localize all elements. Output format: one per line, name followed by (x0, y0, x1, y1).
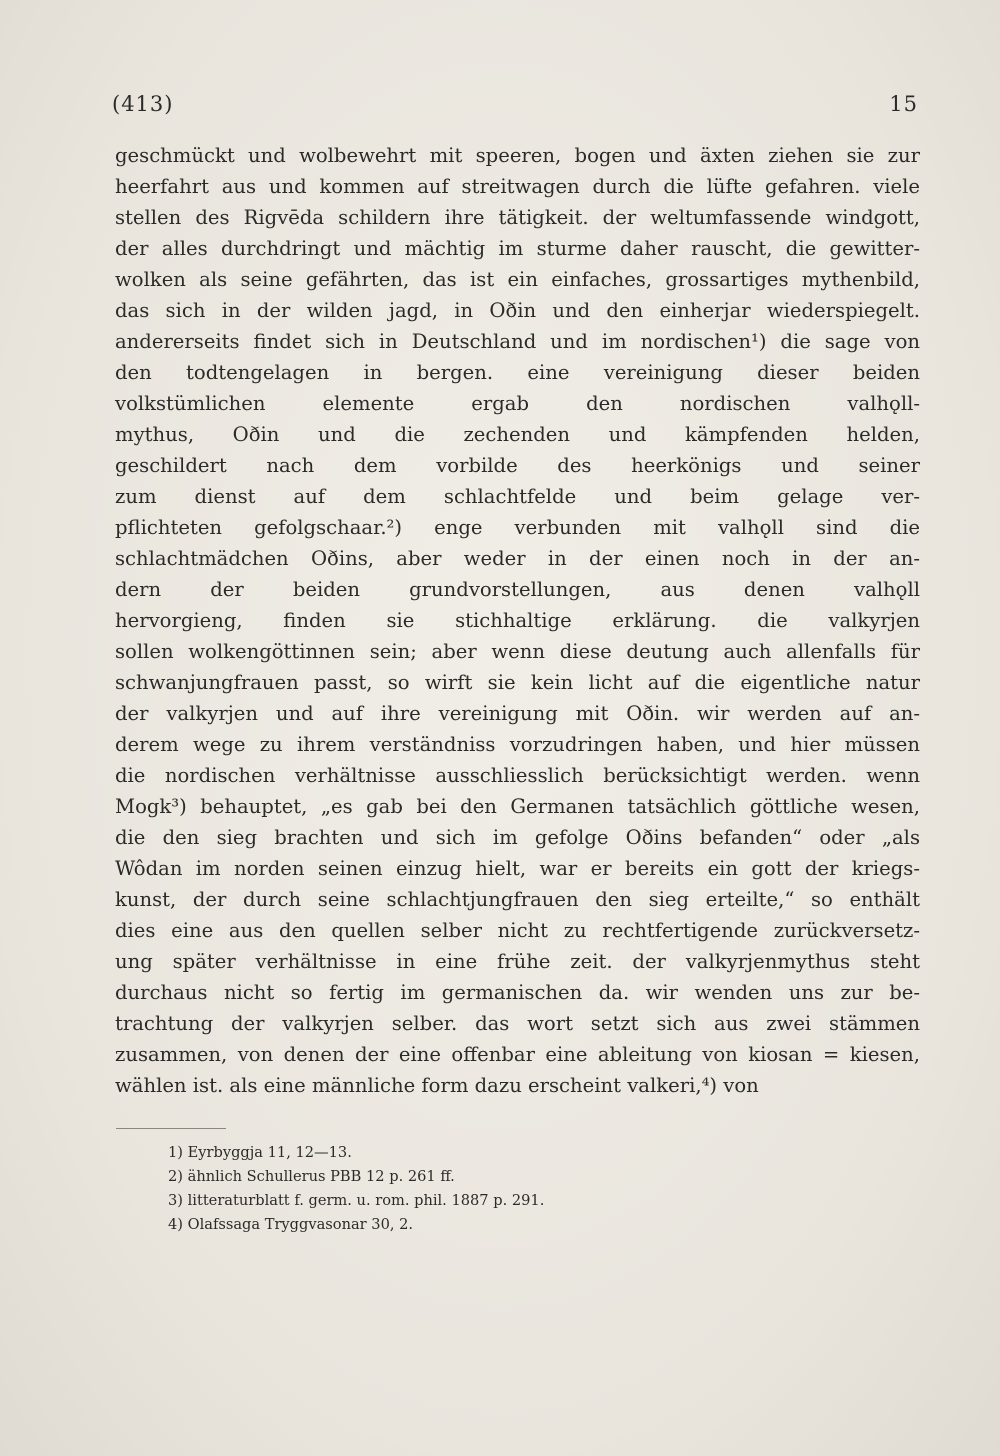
text-line: ung später verhältnisse in eine frühe zeit. der valkyrjenmythus steht (115, 950, 920, 973)
text-line: kunst, der durch seine schlachtjungfrauen den sieg erteilte,“ so enthält (115, 888, 920, 911)
section-number: (413) (112, 92, 174, 116)
text-line: hervorgieng, finden sie stichhaltige erklärung. die valkyrjen (115, 609, 920, 632)
text-line: Mogk³) behauptet, „es gab bei den Germanen tatsächlich göttliche wesen, (115, 795, 920, 818)
footnote: 3) litteraturblatt f. germ. u. rom. phil. 1887 p. 291. (168, 1192, 545, 1209)
text-line: pflichteten gefolgschaar.²) enge verbunden mit valhǫll sind die (115, 516, 920, 539)
page-number: 15 (889, 92, 918, 116)
text-line: wählen ist. als eine männliche form dazu erscheint valkeri,⁴) von (115, 1074, 759, 1097)
text-line: volkstümlichen elemente ergab den nordischen valhǫll- (115, 392, 920, 415)
text-line: schlachtmädchen Oðins, aber weder in der einen noch in der an- (115, 547, 920, 570)
text-line: andererseits findet sich in Deutschland und im nordischen¹) die sage von (115, 330, 920, 353)
footnote: 4) Olafssaga Tryggvasonar 30, 2. (168, 1216, 414, 1233)
body-text (115, 140, 920, 1101)
text-line: die nordischen verhältnisse ausschliesslich berücksichtigt werden. wenn (115, 764, 920, 787)
text-line: dern der beiden grundvorstellungen, aus denen valhǫll (115, 578, 920, 601)
text-line: stellen des Rigvēda schildern ihre tätigkeit. der weltumfassende windgott, (115, 206, 920, 229)
text-line: der alles durchdringt und mächtig im sturme daher rauscht, die gewitter- (115, 237, 920, 260)
text-line: durchaus nicht so fertig im germanischen da. wir wenden uns zur be- (115, 981, 920, 1004)
footnote: 2) ähnlich Schullerus PBB 12 p. 261 ff. (168, 1168, 455, 1185)
text-line: wolken als seine gefährten, das ist ein einfaches, grossartiges mythenbild, (115, 268, 920, 291)
text-line: schwanjungfrauen passt, so wirft sie kein licht auf die eigentliche natur (115, 671, 920, 694)
text-line: sollen wolkengöttinnen sein; aber wenn diese deutung auch allenfalls für (115, 640, 920, 663)
text-line: dies eine aus den quellen selber nicht zu rechtfertigende zurückversetz- (115, 919, 920, 942)
text-line: zusammen, von denen der eine offenbar eine ableitung von kiosan = kiesen, (115, 1043, 920, 1066)
text-line: geschmückt und wolbewehrt mit speeren, bogen und äxten ziehen sie zur (115, 144, 920, 167)
text-line: Wôdan im norden seinen einzug hielt, war er bereits ein gott der kriegs- (115, 857, 920, 880)
text-line: trachtung der valkyrjen selber. das wort setzt sich aus zwei stämmen (115, 1012, 920, 1035)
page-header (112, 92, 918, 122)
text-line: zum dienst auf dem schlachtfelde und beim gelage ver- (115, 485, 920, 508)
text-line: geschildert nach dem vorbilde des heerkönigs und seiner (115, 454, 920, 477)
footnote-divider (116, 1128, 226, 1129)
text-line: die den sieg brachten und sich im gefolge Oðins befanden“ oder „als (115, 826, 920, 849)
text-line: der valkyrjen und auf ihre vereinigung mit Oðin. wir werden auf an- (115, 702, 920, 725)
text-line: das sich in der wilden jagd, in Oðin und den einherjar wiederspiegelt. (115, 299, 920, 322)
text-line: den todtengelagen in bergen. eine vereinigung dieser beiden (115, 361, 920, 384)
footnotes (168, 1141, 544, 1237)
text-line: mythus, Oðin und die zechenden und kämpfenden helden, (115, 423, 920, 446)
text-line: derem wege zu ihrem verständniss vorzudringen haben, und hier müssen (115, 733, 920, 756)
footnote: 1) Eyrbyggja 11, 12—13. (168, 1144, 352, 1161)
text-line: heerfahrt aus und kommen auf streitwagen durch die lüfte gefahren. viele (115, 175, 920, 198)
